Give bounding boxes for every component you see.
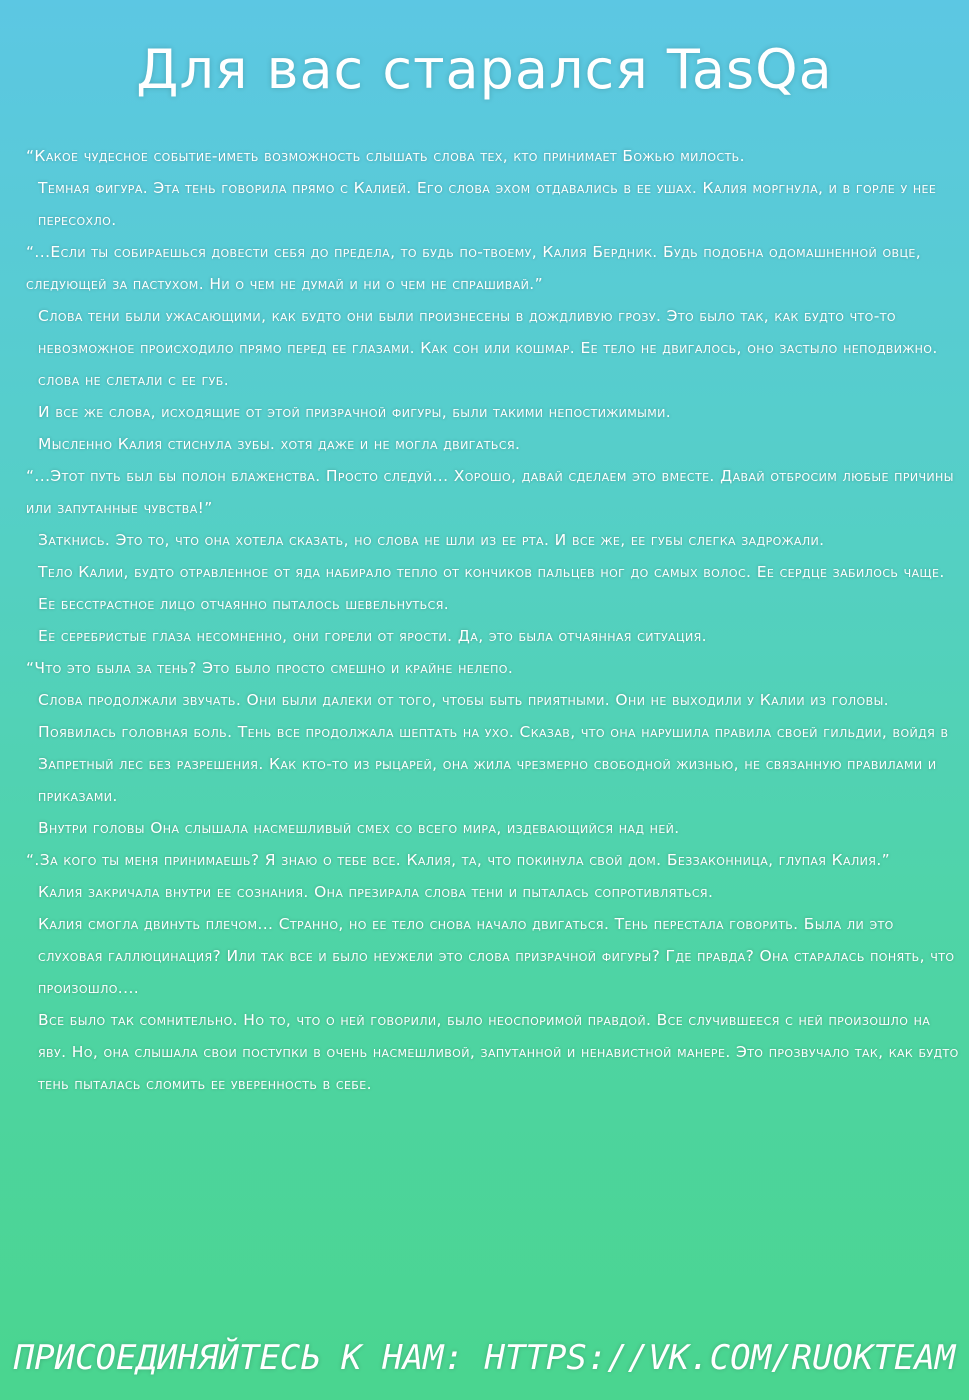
page-title: Для вас старался TasQa [136, 38, 833, 101]
paragraph: И все же слова, исходящие от этой призрачной фигуры, были такими непостижимыми. [38, 403, 672, 421]
paragraph: Ее серебристые глаза несомненно, они горели от ярости. Да, это была отчаянная ситуация. [38, 627, 707, 645]
paragraph: Тело Калии, будто отравленное от яда набирало тепло от кончиков пальцев ног до самых волос. Ее сердце забилось чаще. Ее бесстрастное лицо отчаянно пыталось шевельнуться. [38, 563, 945, 613]
paragraph: “...Если ты собираешься довести себя до предела, то будь по-твоему, Калия Бердник. Будь подобна одомашненной овце, следующей за пастухом. Ни о чем не думай и ни о чем не спрашивай.” [26, 243, 922, 293]
paragraph: “Какое чудесное событие-иметь возможность слышать слова тех, кто принимает Божью милость. [26, 147, 745, 165]
paragraph: “Что это была за тень? Это было просто смешно и крайне нелепо. [26, 659, 514, 677]
paragraph: Калия смогла двинуть плечом... Странно, но ее тело снова начало двигаться. Тень перестала говорить. Была ли это слуховая галлюцинация? Или так все и было неужели это слова призрачной фигуры? Где правда? Она старалась понять, что произошло.... [38, 915, 955, 997]
paragraph: “...Этот путь был бы полон блаженства. Просто следуй... Хорошо, давай сделаем это вместе. Давай отбросим любые причины или запутанные чувства!” [26, 467, 954, 517]
paragraph: Все было так сомнительно. Но то, что о ней говорили, было неоспоримой правдой. Все случившееся с ней произошло на яву. Но, она слышала свои поступки в очень насмешливой, запутанной и ненавистной манере. Это прозвучало так, как будто тень пыталась сломить ее уверенность в себе. [38, 1011, 959, 1093]
paragraph: Слова тени были ужасающими, как будто они были произнесены в дождливую грозу. Это было так, как будто что-то невозможное происходило прямо перед ее глазами. Как сон или кошмар. Ее тело не двигалось, оно застыло неподвижно. слова не слетали с ее губ. [38, 307, 938, 389]
paragraph: Калия закричала внутри ее сознания. Она презирала слова тени и пыталась сопротивляться. [38, 883, 714, 901]
join-link[interactable]: ПРИСОЕДИНЯЙТЕСЬ К НАМ: HTTPS://VK.COM/RUOKTEAM [13, 1338, 956, 1378]
paragraph: Слова продолжали звучать. Они были далеки от того, чтобы быть приятными. Они не выходили у Калии из головы. Появилась головная боль. Тень все продолжала шептать на ухо. Сказав, что она нарушила правила своей гильдии, войдя в Запретный лес без разрешения. Как кто-то из рыцарей, она жила чрезмерно свободной жизнью, не связанную правилами и приказами. [38, 691, 949, 805]
story-text [26, 140, 962, 1100]
paragraph: Мысленно Калия стиснула зубы. хотя даже и не могла двигаться. [38, 435, 521, 453]
paragraph: Заткнись. Это то, что она хотела сказать, но слова не шли из ее рта. И все же, ее губы слегка задрожали. [38, 531, 825, 549]
paragraph: Внутри головы Она слышала насмешливый смех со всего мира, издевающийся над ней. [38, 819, 680, 837]
paragraph: Темная фигура. Эта тень говорила прямо с Калией. Его слова эхом отдавались в ее ушах. Калия моргнула, и в горле у нее пересохло. [38, 179, 937, 229]
paragraph: “.За кого ты меня принимаешь? Я знаю о тебе все. Калия, та, что покинула свой дом. Беззаконница, глупая Калия.” [26, 851, 891, 869]
